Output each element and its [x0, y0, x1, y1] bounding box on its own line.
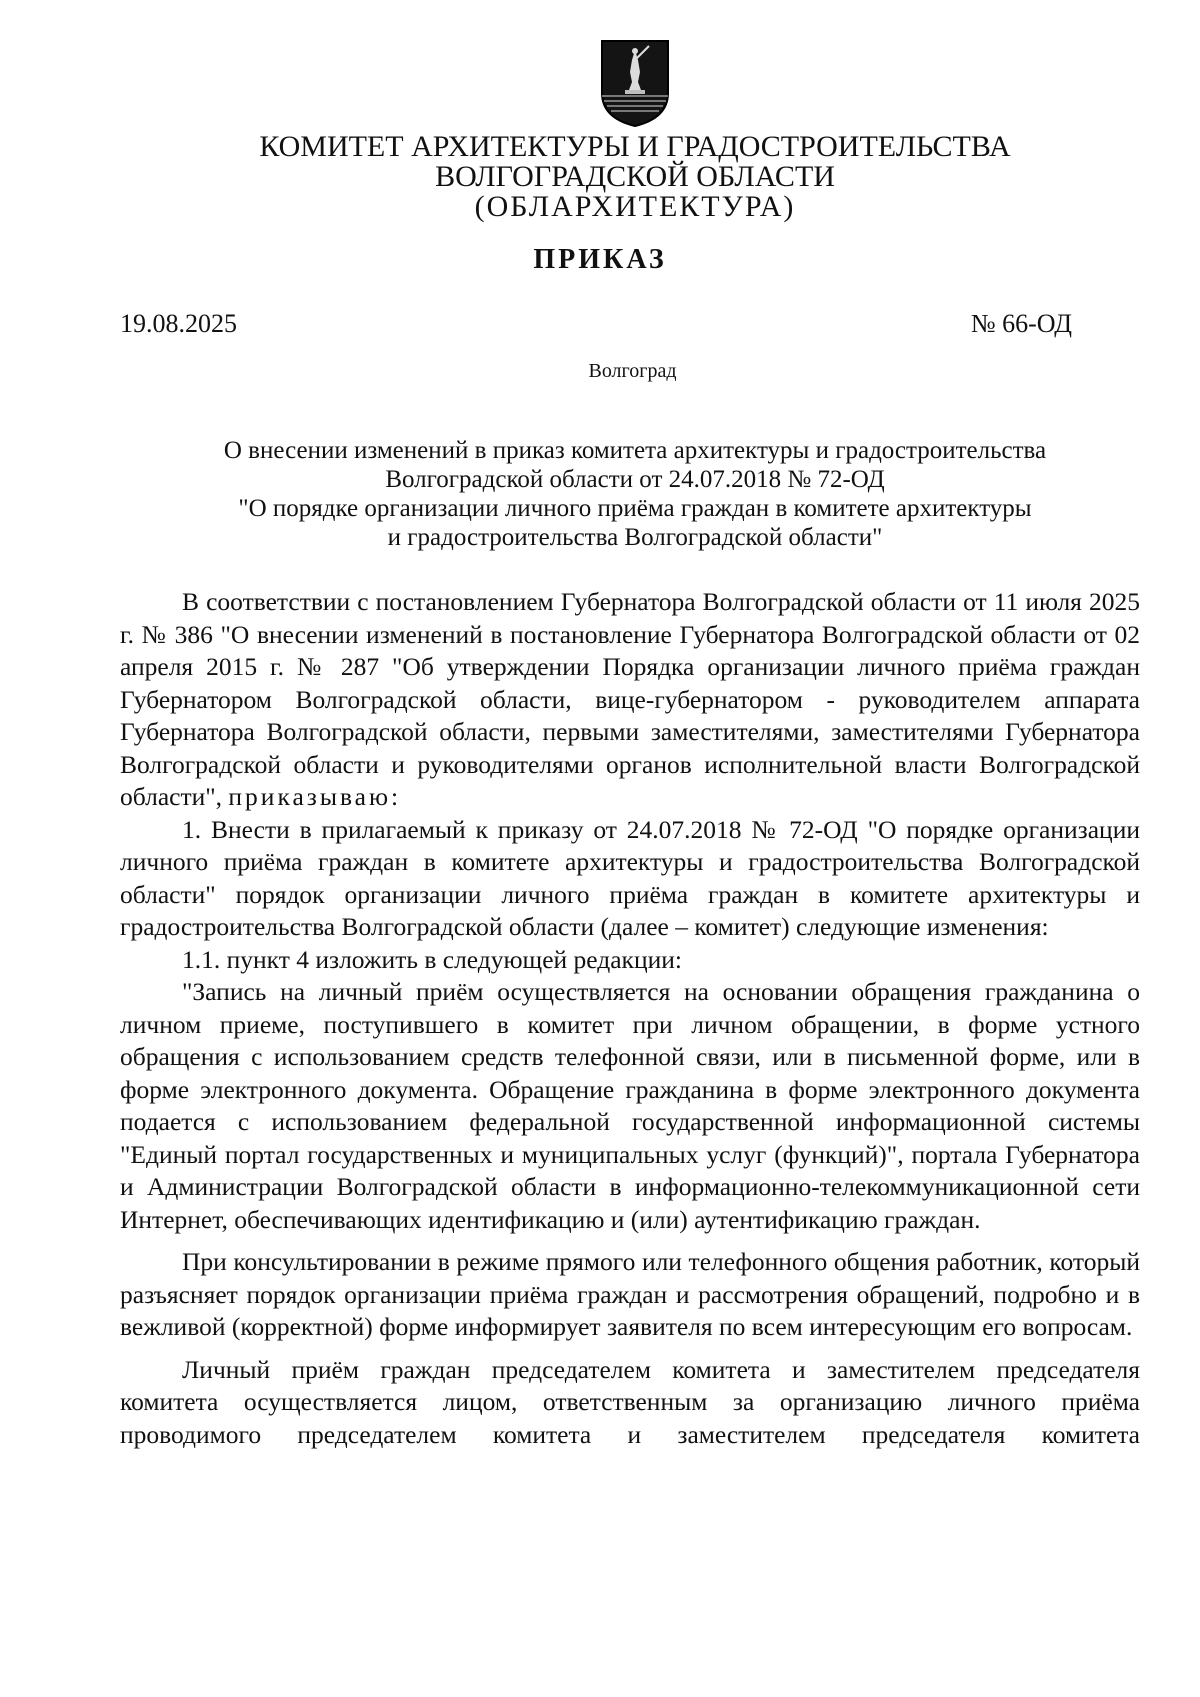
organization-name [200, 132, 1070, 222]
subject-line: О внесении изменений в приказ комитета архитектуры и градостроительства [223, 437, 1047, 464]
preamble-text: В соответствии с постановлением Губернатора Волгоградской области от 11 июля 2025 г. № 386 "О внесении изменений в постановление Губернатора Волгоградской области от 02 апреля 2015 г. № 287 "Об утверждении Порядка организации личного приёма граждан Губернатором Волгоградской области, вице-губернатором - руководителем аппарата Губернатора Волгоградской области, первыми заместителями, заместителями Губернатора Волгоградской области и руководителями органов исполнительной власти Волгоградской области", [120, 587, 1140, 811]
document-body [120, 586, 1140, 1451]
clause-1-1-paragraph: 1.1. пункт 4 изложить в следующей редакции: [182, 944, 682, 974]
org-short-name-line: (ОБЛАРХИТЕКТУРА) [474, 190, 796, 223]
subject-line: Волгоградской области от 24.07.2018 № 72-ОД [385, 466, 885, 493]
clause-1-paragraph: 1. Внести в прилагаемый к приказу от 24.07.2018 № 72-ОД "О порядке организации личного приёма граждан в комитете архитектуры и градостроительства Волгоградской области" порядок организации личного приёма граждан в комитете архитектуры и градостроительства Волгоградской области (далее – комитет) следующие изменения: [120, 814, 1140, 941]
org-name-line: КОМИТЕТ АРХИТЕКТУРЫ И ГРАДОСТРОИТЕЛЬСТВА [259, 130, 1011, 163]
quoted-clause-paragraph: "Запись на личный приём осуществляется на основании обращения гражданина о личном приеме, поступившего в комитет при личном обращении, в форме устного обращения с использованием средств телефонной связи, или в письменной форме, или в форме электронного документа. Обращение гражданина в форме электронного документа подается с использованием федеральной государственной информационной системы "Единый портал государственных и муниципальных услуг (функций)", портала Губернатора и Администрации Волгоградской области в информационно-телекоммуникационной сети Интернет, обеспечивающих идентификацию и (или) аутентификацию граждан. [120, 977, 1140, 1234]
document-number: № 66-ОД [970, 309, 1072, 338]
subject-line: и градостроительства Волгоградской области" [387, 524, 883, 551]
consultation-paragraph: При консультировании в режиме прямого или телефонного общения работник, который разъясняет порядок организации приёма граждан и рассмотрения обращений, подробно и в вежливой (корректной) форме информирует заявителя по всем интересующим его вопросам. [120, 1247, 1140, 1341]
document-type-title: ПРИКАЗ [533, 244, 667, 275]
personal-reception-paragraph: Личный приём граждан председателем комитета и заместителем председателя комитета осуществляется лицом, ответственным за организацию личного приёма проводимого председателем комитета и заместителем председателя комитета [120, 1354, 1140, 1449]
document-city: Волгоград [588, 360, 677, 382]
volgograd-coat-of-arms-icon [599, 38, 671, 128]
preamble-paragraph [120, 586, 1140, 814]
document-date: 19.08.2025 [120, 309, 237, 338]
coat-of-arms-emblem [599, 38, 671, 128]
order-word: приказываю: [228, 782, 402, 811]
subject-line: "О порядке организации личного приёма граждан в комитете архитектуры [238, 495, 1032, 522]
org-region-line: ВОЛГОГРАДСКОЙ ОБЛАСТИ [435, 160, 835, 193]
document-subject [130, 436, 1140, 552]
